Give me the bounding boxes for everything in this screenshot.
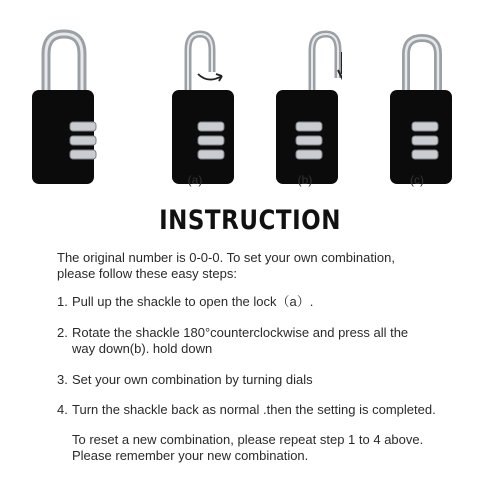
step-4 — [57, 402, 436, 418]
page-title: INSTRUCTION — [159, 206, 341, 236]
note-line: Please remember your new combination. — [72, 448, 309, 463]
padlock-figure-a — [168, 28, 238, 188]
padlock-figure-1 — [28, 28, 98, 188]
padlock-figure-b — [272, 28, 342, 188]
step-text: Turn the shackle back as normal .then the setting is completed. — [72, 402, 436, 417]
step-number: 4. — [57, 402, 68, 417]
step-text-continued: way down(b). hold down — [72, 341, 213, 356]
step-2 — [57, 325, 408, 357]
figure-caption-c: (c) — [410, 173, 424, 187]
padlock-figure-c — [386, 28, 456, 188]
step-1 — [57, 294, 313, 310]
step-number: 1. — [57, 294, 68, 309]
step-text: Rotate the shackle 180°counterclockwise and press all the — [72, 325, 409, 340]
step-text: Set your own combination by turning dials — [72, 372, 313, 387]
figure-caption-a: (a) — [187, 173, 203, 187]
intro-text — [57, 250, 395, 282]
note-line: To reset a new combination, please repeat step 1 to 4 above. — [72, 432, 424, 447]
padlock-open-rotate-icon — [168, 28, 238, 188]
padlock-closed-icon — [28, 28, 98, 188]
step-text: Pull up the shackle to open the lock（a）. — [72, 294, 314, 309]
step-3 — [57, 372, 313, 388]
padlock-press-down-icon — [272, 28, 342, 188]
intro-line: The original number is 0-0-0. To set your own combination, — [57, 250, 395, 265]
step-number: 3. — [57, 372, 68, 387]
intro-line: please follow these easy steps: — [57, 266, 237, 281]
padlock-closed-icon — [386, 28, 456, 188]
reset-note — [72, 432, 423, 464]
step-number: 2. — [57, 325, 68, 340]
figure-caption-b: (b) — [297, 173, 313, 187]
